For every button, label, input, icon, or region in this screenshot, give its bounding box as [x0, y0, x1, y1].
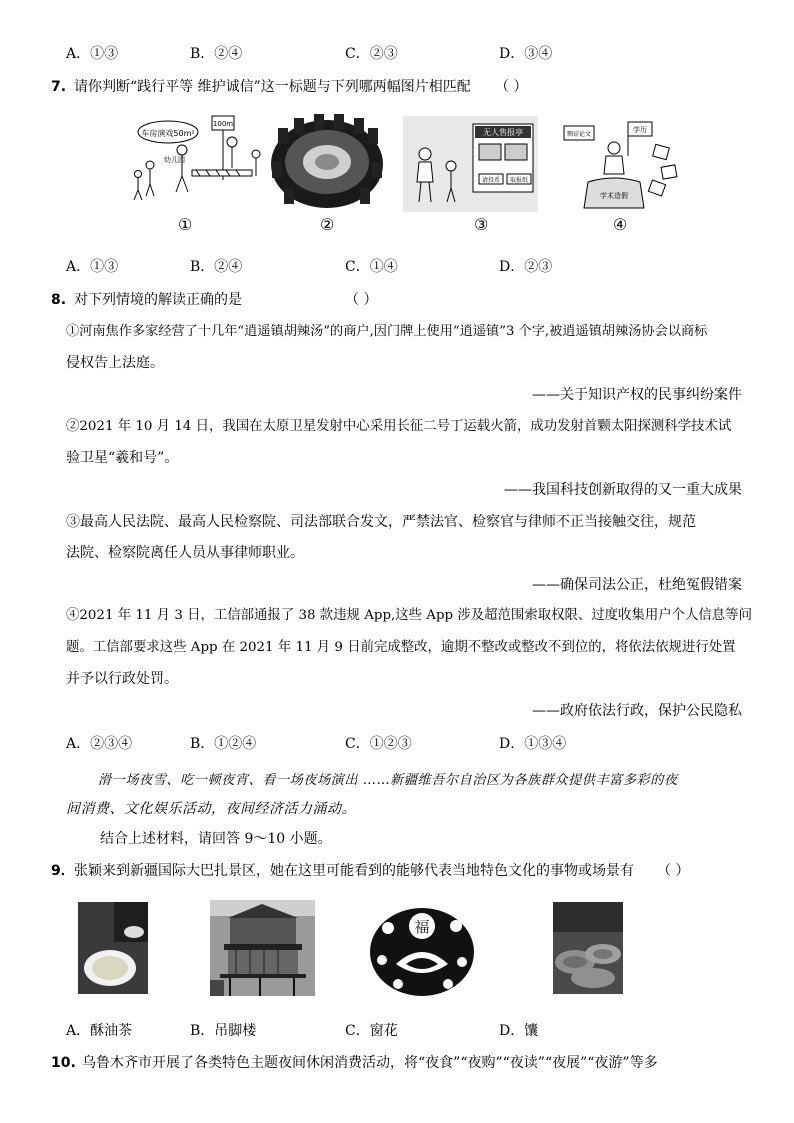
q8-item4-line1: ④2021 年 11 月 3 日，工信部通报了 38 款违规 App,这些 App 涉及超范围索取权限、过度收集用户个人信息等问 — [66, 608, 752, 623]
q8-item4-line3: 并予以行政处罚。 — [66, 671, 178, 687]
q8-option-d: D．①③④ — [499, 736, 567, 752]
q7-img4-base-text: 学术造假 — [600, 192, 628, 200]
q9-option-a: A．酥油茶 — [66, 1023, 133, 1039]
papercut-character: 福 — [414, 918, 430, 936]
material-instruction: 结合上述材料，请回答 9～10 小题。 — [100, 831, 332, 847]
q7-image-3 — [403, 116, 538, 212]
q6-option-d: D．③④ — [499, 46, 553, 62]
q8-item3-line1: ③最高人民法院、最高人民检察院、司法部联合发文，严禁法官、检察官与律师不正当接触交往，规范 — [66, 514, 696, 530]
q7-img3-board-text: 无人售报亭 — [483, 128, 523, 137]
q6-option-a: A．①③ — [66, 46, 119, 62]
q7-option-c: C．①④ — [345, 259, 398, 275]
q7-image-4 — [558, 116, 686, 212]
q7-img1-sign-text: 100m — [212, 120, 234, 128]
q7-img3-sub2: 取报纸 — [509, 177, 529, 184]
q9-option-b: B．吊脚楼 — [190, 1023, 257, 1039]
q7-img1-bubble-text: 车房演戏50m² — [141, 129, 195, 138]
q8-item4-line2: 题。工信部要求这些 App 在 2021 年 11 月 9 日前完成整改，逾期不整改或整改不到位的，将依法依规进行处置 — [66, 640, 736, 655]
q7-option-d: D．②③ — [499, 259, 553, 275]
q8-item4-note: ——政府依法行政，保护公民隐私 — [532, 703, 742, 719]
cartoon-newsstand — [403, 116, 538, 212]
q7-img3-sub1: 请投币 — [481, 177, 501, 184]
q8-item1-line2: 侵权告上法庭。 — [66, 355, 164, 371]
q9-image-c — [368, 904, 476, 998]
q9-stem: 张颖来到新疆国际大巴扎景区，她在这里可能看到的能够代表当地特色文化的事物或场景有 — [74, 863, 634, 879]
cartoon-scene-1 — [120, 110, 270, 210]
q6-option-b: B．②④ — [190, 46, 243, 62]
q7-image-1 — [120, 110, 270, 210]
q7-image-2 — [270, 112, 385, 210]
q9-number: 9． — [51, 863, 75, 879]
q6-option-c: C．②③ — [345, 46, 398, 62]
q7-caption-2: ② — [320, 215, 335, 234]
q7-img1-kindergarten-text: 幼儿园 — [164, 156, 185, 164]
q7-caption-3: ③ — [474, 215, 489, 234]
q7-caption-4: ④ — [613, 215, 628, 234]
q8-blank: （ ） — [345, 292, 378, 308]
cartoon-plagiarism — [558, 116, 686, 212]
q7-img4-flag-text: 学历 — [633, 126, 647, 134]
q7-option-b: B．②④ — [190, 259, 243, 275]
q8-stem: 对下列情境的解读正确的是 — [74, 292, 242, 308]
q8-item2-line1: ②2021 年 10 月 14 日，我国在太原卫星发射中心采用长征二号丁运载火箭，成功发射首颗太阳探测科学技术试 — [66, 419, 732, 434]
q7-caption-1: ① — [178, 215, 193, 234]
q8-option-b: B．①②④ — [190, 736, 257, 752]
material-line-1: 滑一场夜雪、吃一顿夜宵、看一场夜场演出 ……新疆维吾尔自治区为各族群众提供丰富多彩的夜 — [98, 773, 678, 788]
q8-item1-line1: ①河南焦作多家经营了十几年“逍遥镇胡辣汤”的商户,因门牌上使用“逍遥镇”3 个字,被逍遥镇胡辣汤协会以商标 — [66, 324, 708, 339]
butter-tea-photo — [78, 902, 148, 994]
q8-number: 8. — [51, 292, 67, 308]
q9-image-a — [78, 902, 148, 994]
naan-photo — [553, 902, 623, 994]
q9-option-c: C．窗花 — [345, 1023, 398, 1039]
material-line-2: 间消费、文化娱乐活动，夜间经济活力涌动。 — [66, 801, 356, 817]
q9-option-d: D．馕 — [499, 1023, 539, 1039]
q10-number: 10. — [51, 1055, 76, 1071]
q10-stem: 乌鲁木齐市开展了各类特色主题夜间休闲消费活动，将“夜食”“夜购”“夜读”“夜展”“夜游”等多 — [82, 1055, 658, 1071]
q8-item3-note: ——确保司法公正，杜绝冤假错案 — [532, 577, 742, 593]
q8-option-c: C．①②③ — [345, 736, 412, 752]
round-table-photo — [270, 112, 385, 210]
q7-option-a: A．①③ — [66, 259, 119, 275]
papercut-image — [368, 904, 476, 998]
stilt-house-photo — [210, 900, 315, 996]
q8-option-a: A．②③④ — [66, 736, 133, 752]
q8-item1-note: ——关于知识产权的民事纠纷案件 — [532, 387, 742, 403]
q8-item2-note: ——我国科技创新取得的又一重大成果 — [504, 482, 742, 498]
q9-blank: （ ） — [657, 863, 690, 879]
q7-img4-paper-text: 剽窃论文 — [566, 131, 592, 138]
q7-number: 7. — [51, 79, 67, 95]
q8-item3-line2: 法院、检察院离任人员从事律师职业。 — [66, 545, 304, 561]
q8-item2-line2: 验卫星“羲和号”。 — [66, 450, 179, 466]
q7-blank: （ ） — [495, 79, 528, 95]
q7-stem: 请你判断“践行平等 维护诚信”这一标题与下列哪两幅图片相匹配 — [74, 79, 471, 95]
q9-image-d — [553, 902, 623, 994]
q9-image-b — [210, 900, 315, 996]
